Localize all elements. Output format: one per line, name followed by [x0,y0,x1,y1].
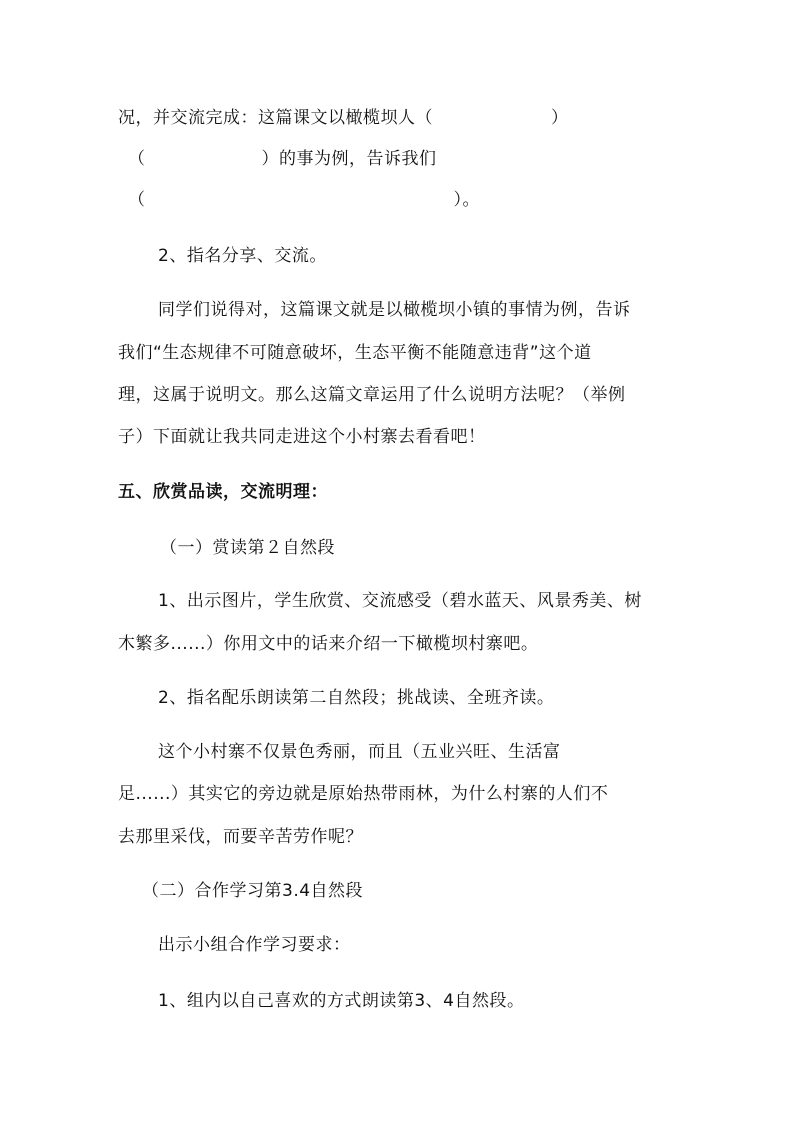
paragraph-line: 1、组内以自己喜欢的方式朗读第3、4自然段。 [158,991,525,1011]
paragraph-line: 足......）其实它的旁边就是原始热带雨林，为什么村寨的人们不 [118,784,609,804]
paragraph-line: 2、指名分享、交流。 [158,246,327,266]
paragraph-line: 出示小组合作学习要求： [158,935,351,955]
paragraph-line: 去那里采伐，而要辛苦劳作呢？ [118,827,363,847]
subsection-heading: （二）合作学习第3.4自然段 [142,881,364,901]
paragraph-line [128,147,437,171]
paragraph-line: 子）下面就让我共同走进这个小村寨去看看吧！ [118,427,486,447]
text-fragment: （ [128,190,146,210]
subsection-heading: （一）赏读第２自然段 [160,538,335,558]
paragraph-line: 木繁多......）你用文中的话来介绍一下橄榄坝村寨吧。 [118,634,539,654]
text-fragment: 况，并交流完成：这篇课文以橄榄坝人（ [118,108,433,128]
paragraph-line: 理，这属于说明文。那么这篇文章运用了什么说明方法呢？（举例 [118,385,626,405]
paragraph-line: 这个小村寨不仅景色秀丽，而且（五业兴旺、生活富 [158,742,561,762]
text-fragment: ） [551,108,569,128]
paragraph-line [128,188,480,212]
paragraph-line: 1、出示图片，学生欣赏、交流感受（碧水蓝天、风景秀美、树 [158,591,642,611]
section-heading: 五、欣赏品读，交流明理： [118,482,328,502]
paragraph-line: 2、指名配乐朗读第二自然段；挑战读、全班齐读。 [158,688,555,708]
text-fragment: ）的事为例，告诉我们 [261,149,437,169]
paragraph-line: 我们“生态规律不可随意破坏，生态平衡不能随意违背”这个道 [118,343,592,363]
paragraph-line [118,106,569,130]
text-fragment: ）。 [453,190,480,210]
text-fragment: （ [128,149,146,169]
paragraph-line: 同学们说得对，这篇课文就是以橄榄坝小镇的事情为例，告诉 [158,300,631,320]
